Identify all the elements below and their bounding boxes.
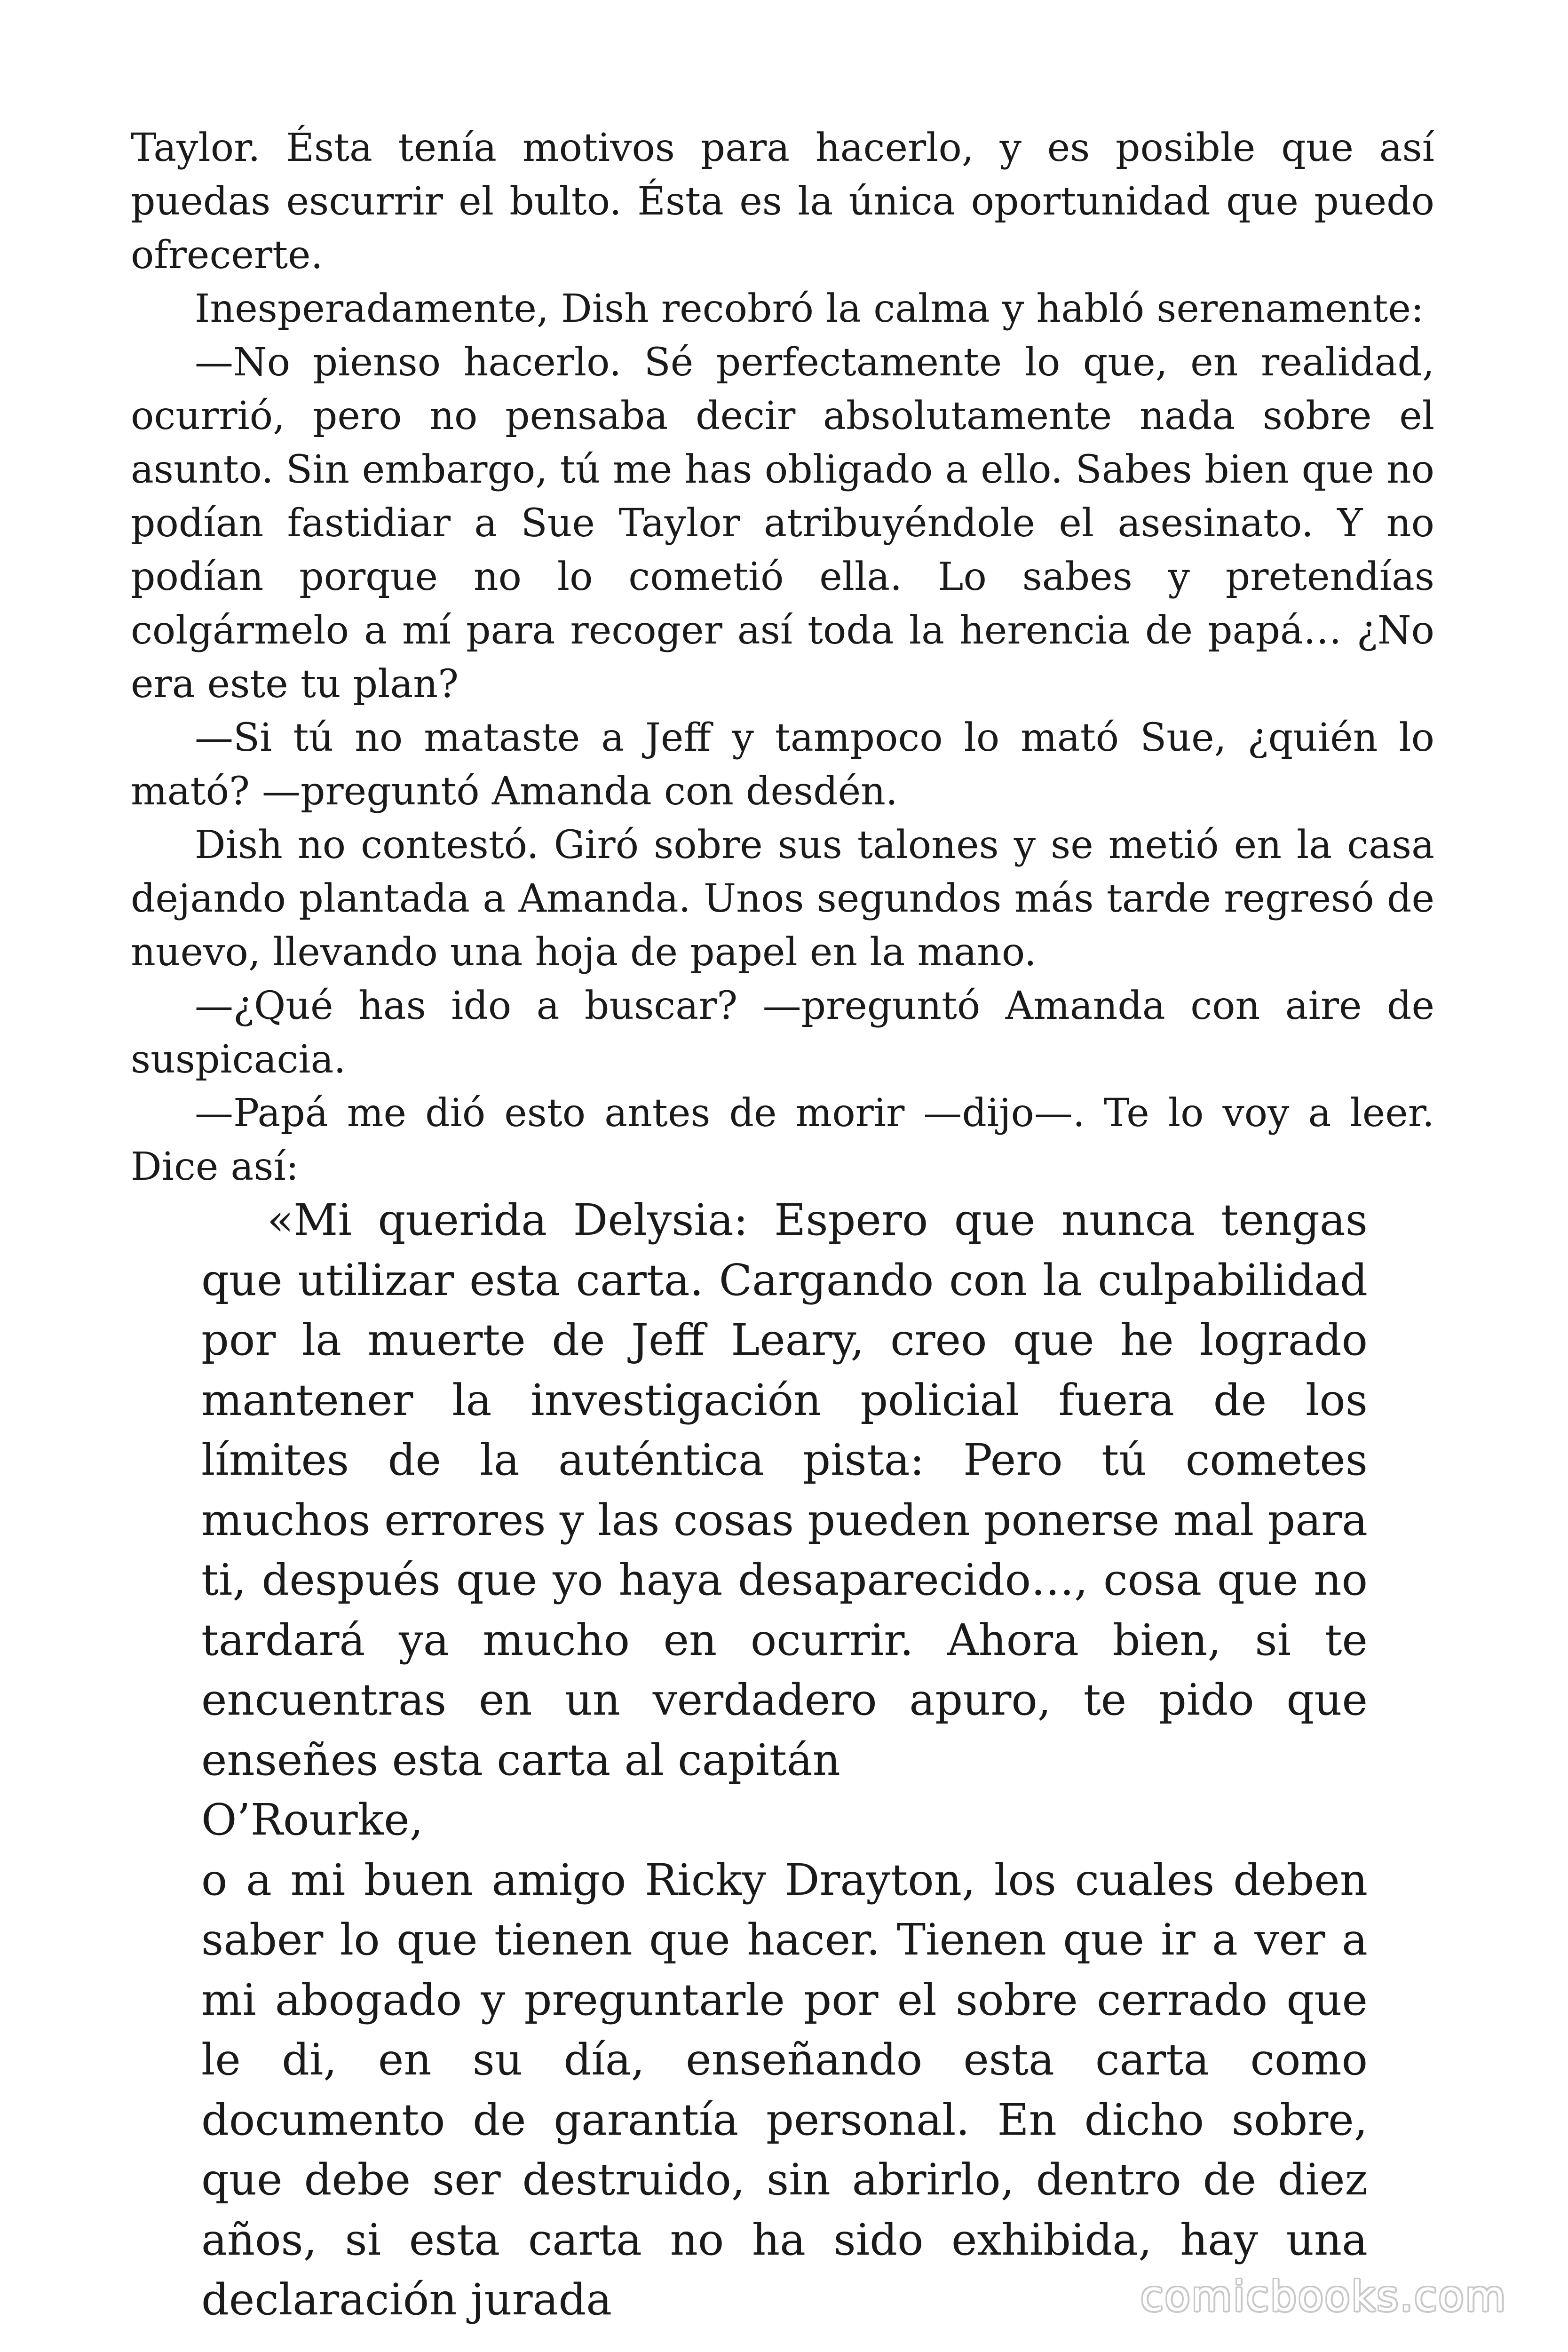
- paragraph: Dish no contestó. Giró sobre sus talones y se metió en la casa dejando plantada a Amanda. Unos segundos más tarde regresó de nuevo, llevando una hoja de papel en la mano.: [131, 823, 1434, 975]
- paragraph: —No pienso hacerlo. Sé perfectamente lo que, en realidad, ocurrió, pero no pensaba decir absolutamente nada sobre el asunto. Sin embargo, tú me has obligado a ello. Sabes bien que no podían fastidiar a Sue Taylor atribuyéndole el asesinato. Y no podían porque no lo cometió ella. Lo sabes y pretendías colgármelo a mí para recoger así toda la herencia de papá… ¿No era este tu plan?: [131, 340, 1434, 707]
- paragraph: Taylor. Ésta tenía motivos para hacerlo, y es posible que así puedas escurrir el bulto. Ésta es la única oportunidad que puedo ofrecerte.: [131, 126, 1434, 278]
- paragraph: —Si tú no mataste a Jeff y tampoco lo mató Sue, ¿quién lo mató? —preguntó Amanda con desdén.: [131, 715, 1434, 814]
- paragraph: —¿Qué has ido a buscar? —preguntó Amanda con aire de suspicacia.: [131, 984, 1434, 1082]
- letter-paragraph: o a mi buen amigo Ricky Drayton, los cuales deben saber lo que tienen que hacer. Tienen que ir a ver a mi abogado y preguntarle por el sobre cerrado que le di, en su día, enseñando esta carta como documento de garantía personal. En dicho sobre, que debe ser destruido, sin abrirlo, dentro de diez años, si esta carta no ha sido exhibida, hay una declaración jurada: [201, 1854, 1368, 2325]
- quoted-letter: [201, 1190, 1368, 2330]
- watermark: comicbooks.com: [1140, 2272, 1507, 2320]
- paragraph: Inesperadamente, Dish recobró la calma y habló serenamente:: [195, 286, 1424, 331]
- paragraph: —Papá me dió esto antes de morir —dijo—. Te lo voy a leer. Dice así:: [131, 1091, 1434, 1189]
- letter-paragraph: «Mi querida Delysia: Espero que nunca tengas que utilizar esta carta. Cargando con la culpabilidad por la muerte de Jeff Leary, creo que he logrado mantener la investigación policial fuera de los límites de la auténtica pista: Pero tú cometes muchos errores y las cosas pueden ponerse mal para ti, después que yo haya desaparecido…, cosa que no tardará ya mucho en ocurrir. Ahora bien, si te encuentras en un verdadero apuro, te pido que enseñes esta carta al capitán: [201, 1195, 1368, 1785]
- letter-line: O’Rourke,: [201, 1795, 423, 1845]
- narrative-text: [131, 121, 1434, 1194]
